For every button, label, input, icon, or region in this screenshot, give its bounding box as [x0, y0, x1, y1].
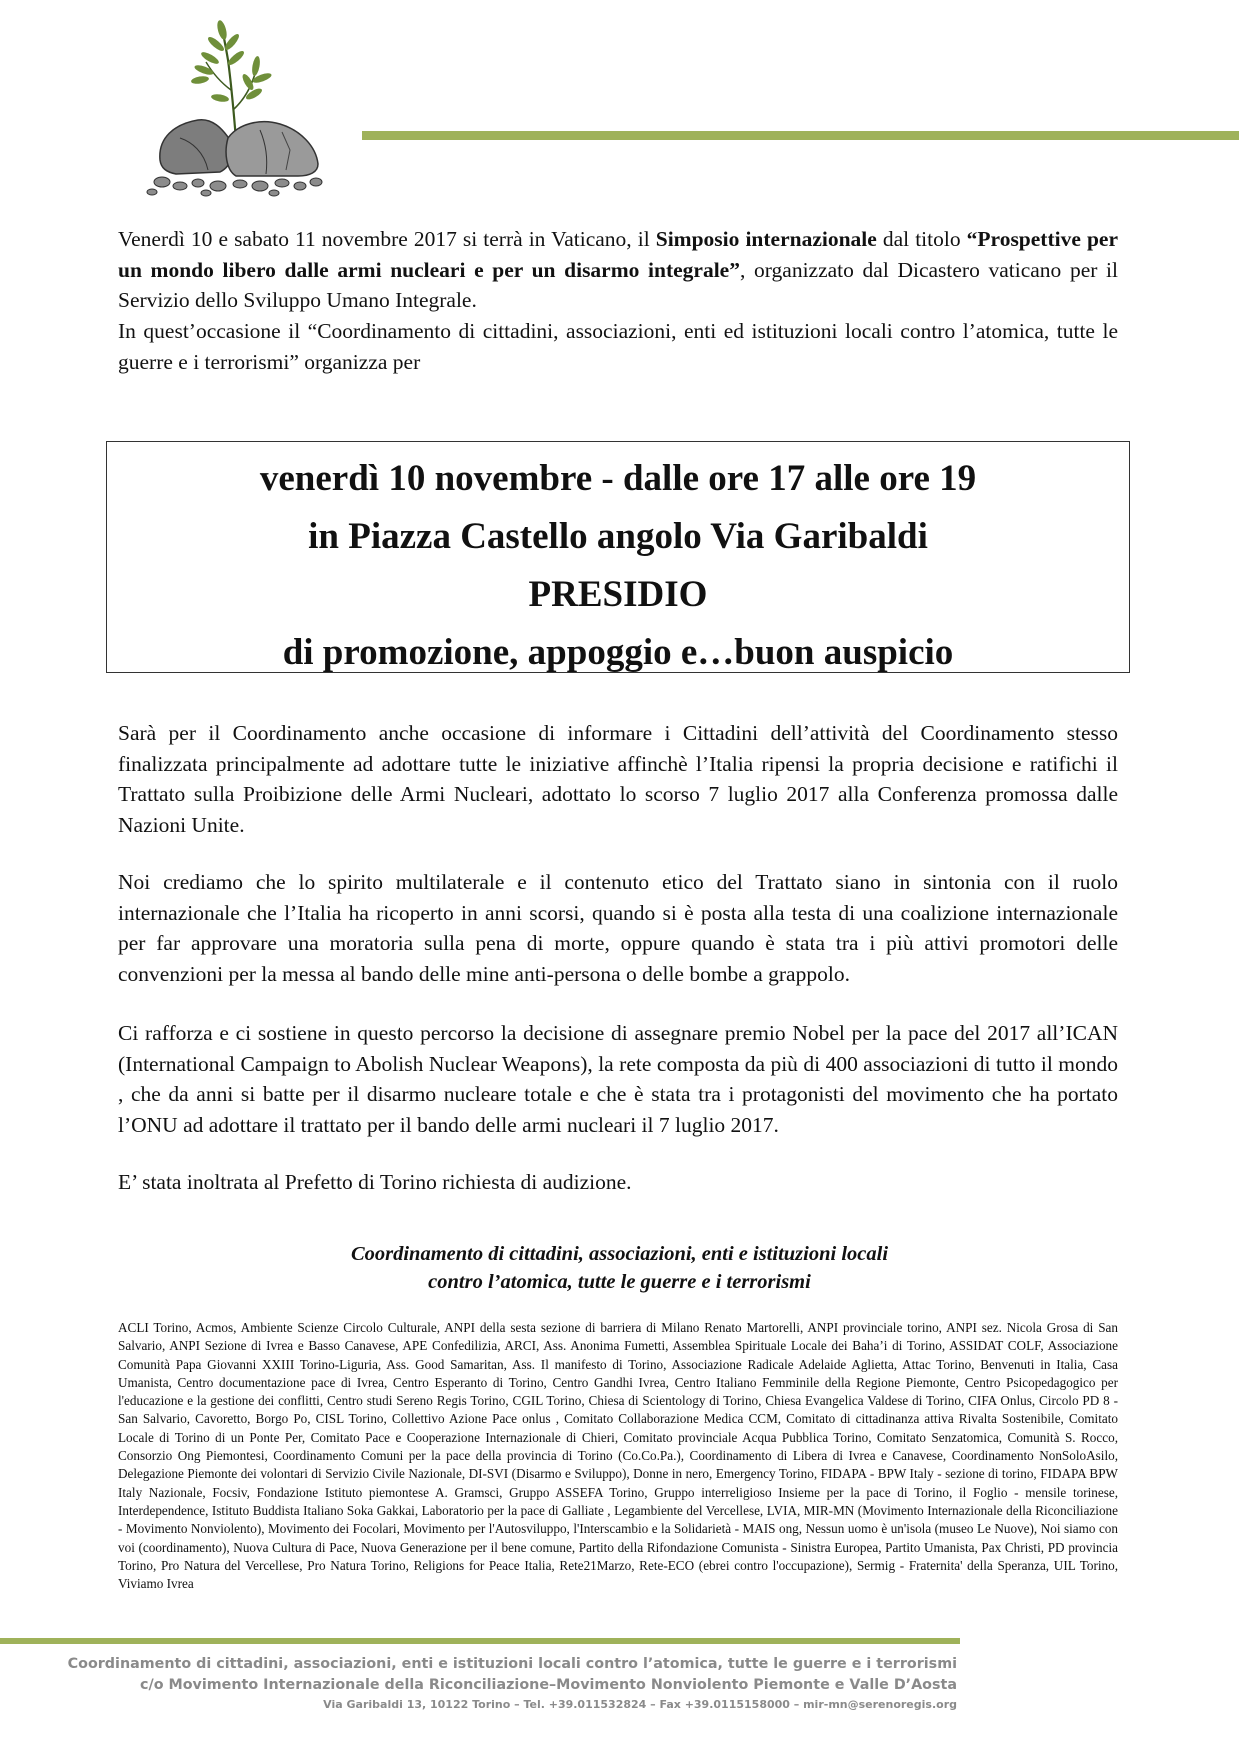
member-organizations-list: ACLI Torino, Acmos, Ambiente Scienze Circolo Culturale, ANPI della sesta sezione di barriera di Milano Renato Martorelli, ANPI provinciale torino, ANPI sez. Nicola Grosa di San Salvario, ANPI Sezione di Ivrea e Basso Canavese, APE Confedilizia, ARCI, Ass. Anonima Fumetti, Assemblea Spirituale Locale dei Baha’i di Torino, ASSIDAT COLF, Associazione Comunità Papa Giovanni XXIII Torino-Liguria, Ass. Good Samaritan, Ass. Il manifesto di Torino, Associazione Radicale Adelaide Aglietta, Attac Torino, Benvenuti in Italia, Casa Umanista, Centro documentazione pace di Ivrea, Centro Esperanto di Torino, Centro Gandhi Ivrea, Centro Italiano Femminile della Regione Piemonte, Centro Psicopedagogico per l'educazione e la gestione dei conflitti, Centro studi Sereno Regis Torino, CGIL Torino, Chiesa di Scientology di Torino, Chiesa Evangelica Valdese di Torino, CIFA Onlus, Circolo PD 8 - San Salvario, Cavoretto, Borgo Po, CISL Torino, Collettivo Azione Pace onlus , Comitato Collaborazione Medica CCM, Comitato di cittadinanza attiva Rivalta Sostenibile, Comitato Locale di Torino di un Ponte Per, Comitato Pace e Cooperazione Internazionale di Chieri, Comitato provinciale Acqua Pubblica Torino, Comitato Senzatomica, Comunità S. Rocco, Consorzio Ong Piemontesi, Coordinamento Comuni per la pace della provincia di Torino (Co.Co.Pa.), Coordinamento di Libera di Ivrea e Canavese, Coordinamento NonSoloAsilo, Delegazione Piemonte dei volontari di Servizio Civile Nazionale, DI-SVI (Disarmo e Sviluppo), Donne in nero, Emergency Torino, FIDAPA - BPW Italy - sezione di torino, FIDAPA BPW Italy Nazionale, Focsiv, Fondazione Istituto piemontese A. Gramsci, Gruppo ASSEFA Torino, Gruppo interreligioso Insieme per la pace di Torino, il Foglio - mensile torinese, Interdependence, Istituto Buddista Italiano Soka Gakkai, Laboratorio per la pace di Galliate , Legambiente del Vercellese, LVIA, MIR-MN (Movimento Internazionale della Riconciliazione - Movimento Nonviolento), Movimento dei Focolari, Movimento per l'Autosviluppo, l'Interscambio e la Solidarietà - MAIS ong, Nessun uomo è un'isola (museo Le Nuove), Noi siamo con voi (coordinamento), Nuova Cultura di Pace, Nuova Generazione per il bene comune, Partito della Rifondazione Comunista - Sinistra Europea, Partito Umanista, Pax Christi, PD provincia Torino, Pro Natura del Vercellese, Pro Natura Torino, Religions for Peace Italia, Rete21Marzo, Rete-ECO (ebrei contro l'occupazione), Sermig - Fraternita' della Speranza, UIL Torino, Viviamo Ivrea	[118, 1320, 1118, 1592]
body-paragraph-4: E’ stata inoltrata al Prefetto di Torino richiesta di audizione.	[118, 1170, 632, 1194]
signature-block	[0, 1240, 1239, 1296]
body-paragraph-2: Noi crediamo che lo spirito multilaterale e il contenuto etico del Trattato siano in sintonia con il ruolo internazionale che l’Italia ha ricoperto in anni scorsi, quando si è posta alla testa di una coalizione internazionale per far approvare una moratoria sulla pena di morte, oppure quando è stata tra i più attivi promotori delle convenzioni per la messa al bando delle mine anti-persona o delle bombe a grappolo.	[118, 870, 1118, 986]
event-date-time: venerdì 10 novembre - dalle ore 17 alle ore 19	[259, 458, 977, 499]
event-location: in Piazza Castello angolo Via Garibaldi	[308, 516, 928, 557]
body-paragraph-3: Ci rafforza e ci sostiene in questo percorso la decisione di assegnare premio Nobel per la pace del 2017 all’ICAN (International Campaign to Abolish Nuclear Weapons), la rete composta da più di 400 associazioni di tutto il mondo , che da anni si batte per il disarmo nucleare totale e che è stata tra i protagonisti del movimento che ha portato l’ONU ad adottare il trattato per il bando delle armi nucleari il 7 luglio 2017.	[118, 1021, 1118, 1137]
intro-paragraph-1: Venerdì 10 e sabato 11 novembre 2017 si terrà in Vaticano, il Simposio internazionale dal titolo “Prospettive per un mondo libero dalle armi nucleari e per un disarmo integrale”, organizzato dal Dicastero vaticano per il Servizio dello Sviluppo Umano Integrale.	[118, 227, 1118, 312]
body-paragraph-1: Sarà per il Coordinamento anche occasione di informare i Cittadini dell’attività del Coordinamento stesso finalizzata principalmente ad adottare tutte le iniziative affinchè l’Italia ripensi la propria decisione e ratifichi il Trattato sulla Proibizione delle Armi Nucleari, adottato lo scorso 7 luglio 2017 alla Conferenza promossa dalle Nazioni Unite.	[118, 721, 1118, 837]
event-type: PRESIDIO	[528, 574, 708, 615]
signature-line-2: contro l’atomica, tutte le guerre e i terrorismi	[428, 1271, 811, 1293]
top-divider-rule	[362, 131, 1239, 140]
event-subtitle: di promozione, appoggio e…buon auspicio	[282, 632, 954, 673]
footer-line-2: c/o Movimento Internazionale della Riconciliazione–Movimento Nonviolento Piemonte e Valle D’Aosta	[140, 1677, 957, 1693]
event-announcement-box	[106, 441, 1130, 673]
footer	[0, 1654, 957, 1714]
intro-paragraph-2: In quest’occasione il “Coordinamento di cittadini, associazioni, enti ed istituzioni locali contro l’atomica, tutte le guerre e i terrorismi” organizza per	[118, 319, 1118, 374]
footer-line-1: Coordinamento di cittadini, associazioni, enti e istituzioni locali contro l’atomica, tutte le guerre e i terrorismi	[67, 1656, 957, 1672]
signature-line-1: Coordinamento di cittadini, associazioni, enti e istituzioni locali	[350, 1243, 889, 1265]
olive-sprout-on-rocks-icon	[140, 20, 330, 200]
footer-divider-rule	[0, 1638, 960, 1644]
footer-contact-line: Via Garibaldi 13, 10122 Torino – Tel. +39.011532824 – Fax +39.0115158000 – mir-mn@serenoregis.org	[323, 1698, 957, 1711]
